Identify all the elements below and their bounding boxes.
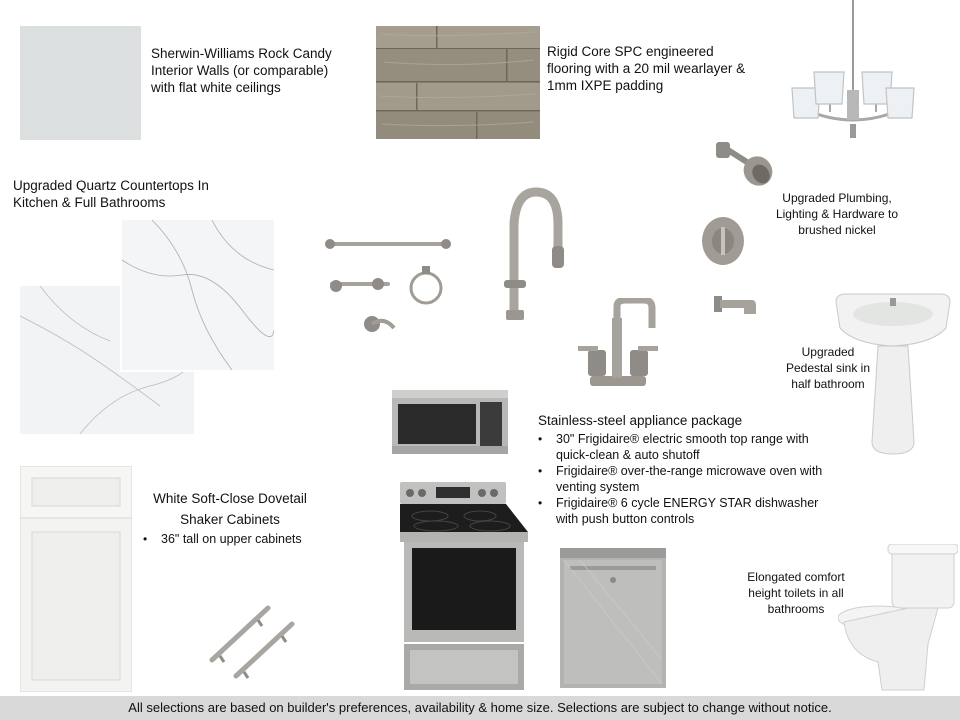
bath-hardware-image	[322, 230, 454, 340]
cabinet-door-image	[20, 466, 132, 692]
paint-swatch	[20, 26, 141, 140]
cabinet-pulls-image	[204, 598, 300, 682]
toilets-description: Elongated comfort height toilets in all bathrooms	[747, 570, 845, 616]
flooring-description: Rigid Core SPC engineered flooring with a 20 mil wearlayer & 1mm IXPE padding	[547, 44, 746, 93]
appliance-title: Stainless-steel appliance package	[538, 413, 743, 428]
bath-faucet-image	[574, 298, 662, 390]
countertops-description: Upgraded Quartz Countertops In Kitchen & Full Bathrooms	[13, 178, 209, 210]
appliance-package	[538, 412, 838, 527]
flooring-sample	[376, 26, 540, 139]
appliance-item-dishwasher: • Frigidaire® 6 cycle ENERGY STAR dishwasher with push button controls	[538, 495, 838, 527]
plumbing-description: Upgraded Plumbing, Lighting & Hardware to brushed nickel	[775, 191, 899, 237]
chandelier-image	[778, 0, 928, 140]
appliance-item-range: • 30" Frigidaire® electric smooth top range with quick-clean & auto shutoff	[538, 431, 838, 463]
cabinets-title-line1: White Soft-Close Dovetail	[153, 491, 307, 506]
toilet-image	[838, 544, 958, 694]
sink-description: Upgraded Pedestal sink in half bathroom	[785, 345, 871, 391]
shower-head-image	[716, 138, 776, 192]
paint-description: Sherwin-Williams Rock Candy Interior Walls (or comparable) with flat white ceilings	[151, 46, 332, 95]
quartz-slab-front	[120, 218, 276, 372]
cabinets-features	[143, 531, 343, 547]
cabinets-title-line2: Shaker Cabinets	[180, 512, 280, 527]
tub-spout-image	[714, 292, 758, 320]
cabinets-feature-item: • 36" tall on upper cabinets	[143, 531, 343, 547]
dishwasher-image	[560, 548, 666, 688]
disclaimer-footer: All selections are based on builder's preferences, availability & home size. Selections are subject to change without notice.	[0, 696, 960, 720]
microwave-image	[392, 390, 508, 454]
shower-valve-image	[700, 213, 746, 269]
kitchen-faucet-image	[486, 184, 566, 324]
range-image	[398, 482, 530, 692]
appliance-item-microwave: • Frigidaire® over-the-range microwave oven with venting system	[538, 463, 838, 495]
